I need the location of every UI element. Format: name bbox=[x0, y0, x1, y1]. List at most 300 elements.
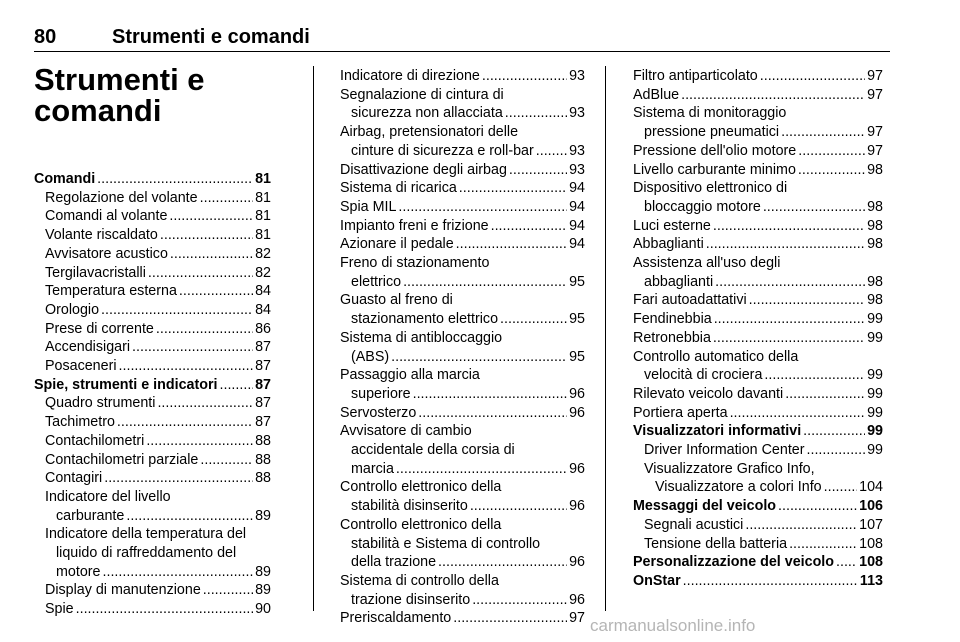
toc-leader-dots bbox=[103, 563, 254, 582]
toc-entry-title: Dispositivo elettronico di bbox=[633, 180, 788, 197]
toc-entry-page: 88 bbox=[255, 432, 271, 449]
toc-entry-page: 96 bbox=[569, 498, 585, 515]
toc-entry-title: superiore bbox=[351, 385, 411, 402]
toc-entry-title: Volante riscaldato bbox=[45, 227, 158, 244]
toc-entry-title: Segnali acustici bbox=[644, 516, 744, 533]
toc-leader-dots bbox=[117, 413, 253, 432]
toc-entry-page: 97 bbox=[867, 142, 883, 159]
toc-entry[interactable] bbox=[340, 404, 585, 423]
chapter-title bbox=[34, 64, 205, 126]
toc-entry[interactable] bbox=[340, 161, 585, 180]
toc-entry-title: Temperatura esterna bbox=[45, 283, 177, 300]
toc-entry bbox=[340, 291, 585, 310]
toc-leader-dots bbox=[807, 441, 866, 460]
toc-entry[interactable] bbox=[34, 376, 271, 395]
toc-entry bbox=[34, 525, 271, 544]
toc-entry[interactable] bbox=[34, 338, 271, 357]
toc-entry[interactable] bbox=[34, 301, 271, 320]
toc-leader-dots bbox=[119, 357, 254, 376]
toc-entry[interactable] bbox=[340, 553, 585, 572]
toc-entry bbox=[340, 254, 585, 273]
toc-entry[interactable] bbox=[633, 366, 883, 385]
toc-entry[interactable] bbox=[633, 572, 883, 591]
toc-leader-dots bbox=[803, 422, 865, 441]
toc-entry[interactable] bbox=[340, 217, 585, 236]
toc-entry[interactable] bbox=[34, 469, 271, 488]
toc-entry-page: 107 bbox=[859, 516, 883, 533]
toc-entry-title: Passaggio alla marcia bbox=[340, 367, 480, 384]
toc-entry bbox=[340, 516, 585, 535]
toc-entry[interactable] bbox=[633, 497, 883, 516]
toc-column-1 bbox=[34, 170, 271, 619]
toc-entry[interactable] bbox=[34, 357, 271, 376]
toc-entry-title: Portiera aperta bbox=[633, 404, 728, 421]
column-divider-2 bbox=[605, 66, 606, 611]
toc-entry-title: della trazione bbox=[351, 554, 437, 571]
toc-entry[interactable] bbox=[633, 123, 883, 142]
toc-entry-title: Assistenza all'uso degli bbox=[633, 255, 781, 272]
toc-entry-page: 99 bbox=[867, 385, 883, 402]
toc-leader-dots bbox=[418, 404, 567, 423]
toc-leader-dots bbox=[459, 179, 567, 198]
toc-entry-title: Preriscaldamento bbox=[340, 610, 452, 627]
toc-entry-title: Disattivazione degli airbag bbox=[340, 161, 507, 178]
toc-entry[interactable] bbox=[633, 67, 883, 86]
toc-leader-dots bbox=[203, 581, 253, 600]
toc-leader-dots bbox=[126, 507, 253, 526]
toc-entry-title: Indicatore della temperatura del bbox=[45, 526, 247, 543]
toc-entry-title: OnStar bbox=[633, 572, 681, 589]
toc-entry-title: marcia bbox=[351, 460, 394, 477]
toc-entry-page: 87 bbox=[255, 358, 271, 375]
toc-entry[interactable] bbox=[633, 516, 883, 535]
toc-entry-page: 88 bbox=[255, 470, 271, 487]
toc-entry bbox=[340, 329, 585, 348]
toc-entry[interactable] bbox=[34, 245, 271, 264]
toc-entry bbox=[340, 366, 585, 385]
toc-column-3 bbox=[633, 67, 883, 591]
toc-entry-title: Comandi bbox=[34, 171, 96, 187]
toc-leader-dots bbox=[500, 310, 567, 329]
toc-entry-title: Airbag, pretensionatori delle bbox=[340, 124, 519, 141]
toc-leader-dots bbox=[472, 591, 567, 610]
toc-leader-dots bbox=[730, 404, 866, 423]
toc-leader-dots bbox=[104, 469, 253, 488]
toc-entry[interactable] bbox=[34, 170, 271, 189]
toc-entry-page: 87 bbox=[255, 395, 271, 412]
toc-leader-dots bbox=[160, 226, 253, 245]
toc-entry-title: Freno di stazionamento bbox=[340, 255, 490, 272]
toc-leader-dots bbox=[714, 310, 865, 329]
toc-leader-dots bbox=[536, 142, 567, 161]
toc-entry-title: Pressione dell'olio motore bbox=[633, 142, 797, 159]
toc-entry[interactable] bbox=[633, 553, 883, 572]
toc-entry[interactable] bbox=[633, 161, 883, 180]
toc-entry[interactable] bbox=[633, 217, 883, 236]
toc-entry bbox=[633, 104, 883, 123]
toc-entry-title: Spia MIL bbox=[340, 198, 397, 215]
toc-entry-page: 104 bbox=[859, 479, 883, 496]
toc-entry-page: 113 bbox=[859, 572, 883, 589]
toc-entry-title: Visualizzatore a colori Info bbox=[655, 479, 822, 496]
toc-entry-page: 87 bbox=[255, 376, 271, 393]
toc-entry-title: sicurezza non allacciata bbox=[351, 105, 503, 122]
toc-entry-page: 98 bbox=[867, 236, 883, 253]
toc-leader-dots bbox=[156, 320, 253, 339]
toc-leader-dots bbox=[413, 385, 567, 404]
toc-entry-title: Livello carburante minimo bbox=[633, 161, 796, 178]
toc-entry[interactable] bbox=[340, 497, 585, 516]
toc-entry-title: AdBlue bbox=[633, 86, 680, 103]
toc-entry-page: 94 bbox=[569, 217, 585, 234]
toc-entry-page: 82 bbox=[255, 245, 271, 262]
toc-entry-page: 106 bbox=[859, 498, 883, 515]
toc-entry-title: Regolazione del volante bbox=[45, 189, 198, 206]
toc-entry-page: 99 bbox=[867, 329, 883, 346]
toc-entry-title: Contachilometri parziale bbox=[45, 451, 199, 468]
toc-leader-dots bbox=[470, 497, 567, 516]
toc-entry-title: Servosterzo bbox=[340, 404, 417, 421]
toc-entry[interactable] bbox=[633, 142, 883, 161]
toc-entry-page: 98 bbox=[867, 198, 883, 215]
toc-leader-dots bbox=[97, 170, 253, 189]
toc-leader-dots bbox=[456, 235, 567, 254]
toc-leader-dots bbox=[157, 394, 253, 413]
toc-entry[interactable] bbox=[340, 348, 585, 367]
toc-entry-title: Spie, strumenti e indicatori bbox=[34, 376, 218, 393]
toc-leader-dots bbox=[785, 385, 865, 404]
toc-leader-dots bbox=[509, 161, 567, 180]
toc-entry-title: Posaceneri bbox=[45, 358, 117, 375]
toc-entry[interactable] bbox=[340, 609, 585, 628]
toc-leader-dots bbox=[745, 516, 857, 535]
toc-entry-title: Segnalazione di cintura di bbox=[340, 86, 504, 103]
toc-entry[interactable] bbox=[340, 310, 585, 329]
toc-entry[interactable] bbox=[340, 198, 585, 217]
toc-entry-page: 84 bbox=[255, 301, 271, 318]
toc-entry-title: abbaglianti bbox=[644, 273, 714, 290]
toc-entry[interactable] bbox=[633, 422, 883, 441]
toc-entry[interactable] bbox=[340, 235, 585, 254]
toc-entry-title: Azionare il pedale bbox=[340, 236, 454, 253]
toc-entry-title: Contagiri bbox=[45, 470, 103, 487]
toc-leader-dots bbox=[824, 478, 858, 497]
toc-entry-title: Contachilometri bbox=[45, 432, 145, 449]
toc-column-2 bbox=[340, 67, 585, 628]
toc-entry-title: Fendinebbia bbox=[633, 311, 712, 328]
toc-leader-dots bbox=[438, 553, 567, 572]
toc-leader-dots bbox=[789, 535, 857, 554]
toc-entry-title: Fari autoadattativi bbox=[633, 292, 747, 309]
toc-entry-page: 81 bbox=[255, 208, 271, 225]
toc-entry-page: 96 bbox=[569, 591, 585, 608]
toc-entry-page: 93 bbox=[569, 68, 585, 84]
toc-entry-title: Filtro antiparticolato bbox=[633, 68, 758, 84]
toc-entry-page: 95 bbox=[569, 273, 585, 290]
toc-leader-dots bbox=[491, 217, 567, 236]
toc-entry-title: Spie bbox=[45, 601, 74, 618]
toc-entry-page: 93 bbox=[569, 142, 585, 159]
toc-leader-dots bbox=[763, 198, 865, 217]
toc-entry-page: 88 bbox=[255, 451, 271, 468]
toc-entry-title: Tensione della batteria bbox=[644, 535, 788, 552]
toc-entry[interactable] bbox=[34, 581, 271, 600]
toc-entry-page: 108 bbox=[859, 535, 883, 552]
toc-entry-title: Luci esterne bbox=[633, 217, 711, 234]
toc-entry[interactable] bbox=[34, 432, 271, 451]
chapter-title-line-1: Strumenti e bbox=[34, 62, 205, 97]
toc-leader-dots bbox=[778, 497, 857, 516]
toc-entry-title: trazione disinserito bbox=[351, 591, 471, 608]
toc-entry bbox=[633, 254, 883, 273]
toc-entry[interactable] bbox=[34, 563, 271, 582]
toc-entry-title: Personalizzazione del veicolo bbox=[633, 554, 835, 571]
toc-entry-title: velocità di crociera bbox=[644, 367, 763, 384]
toc-leader-dots bbox=[681, 86, 865, 105]
toc-entry-title: Indicatore di direzione bbox=[340, 68, 480, 84]
toc-entry[interactable] bbox=[633, 478, 883, 497]
toc-entry-page: 96 bbox=[569, 385, 585, 402]
toc-entry[interactable] bbox=[633, 86, 883, 105]
toc-entry bbox=[34, 544, 271, 563]
toc-entry-title: Quadro strumenti bbox=[45, 395, 156, 412]
toc-entry-title: Abbaglianti bbox=[633, 236, 704, 253]
toc-entry[interactable] bbox=[633, 441, 883, 460]
toc-entry-title: Avvisatore di cambio bbox=[340, 423, 472, 440]
toc-entry-page: 81 bbox=[255, 189, 271, 206]
toc-leader-dots bbox=[706, 235, 865, 254]
toc-leader-dots bbox=[505, 104, 567, 123]
toc-entry[interactable] bbox=[633, 385, 883, 404]
toc-entry-title: Sistema di ricarica bbox=[340, 180, 457, 197]
toc-leader-dots bbox=[798, 142, 865, 161]
toc-entry-page: 97 bbox=[569, 610, 585, 627]
toc-entry-title: Controllo elettronico della bbox=[340, 516, 502, 533]
toc-entry[interactable] bbox=[34, 451, 271, 470]
toc-leader-dots bbox=[169, 207, 253, 226]
toc-entry[interactable] bbox=[633, 310, 883, 329]
toc-entry bbox=[633, 460, 883, 479]
toc-entry-title: (ABS) bbox=[351, 348, 390, 365]
toc-entry[interactable] bbox=[633, 198, 883, 217]
toc-entry-title: cinture di sicurezza e roll-bar bbox=[351, 142, 534, 159]
toc-leader-dots bbox=[403, 273, 567, 292]
toc-entry-page: 96 bbox=[569, 554, 585, 571]
toc-entry-title: Comandi al volante bbox=[45, 208, 168, 225]
toc-entry bbox=[340, 441, 585, 460]
toc-entry-page: 94 bbox=[569, 198, 585, 215]
toc-entry bbox=[633, 348, 883, 367]
toc-entry-page: 99 bbox=[867, 311, 883, 328]
toc-entry-title: Controllo automatico della bbox=[633, 348, 799, 365]
watermark: carmanualsonline.info bbox=[590, 616, 756, 635]
toc-entry-title: Rilevato veicolo davanti bbox=[633, 385, 784, 402]
toc-entry bbox=[34, 488, 271, 507]
toc-leader-dots bbox=[713, 217, 865, 236]
toc-entry-title: Visualizzatore Grafico Info, bbox=[644, 460, 815, 477]
toc-entry-page: 89 bbox=[255, 507, 271, 524]
toc-entry-page: 99 bbox=[867, 442, 883, 459]
toc-leader-dots bbox=[836, 553, 857, 572]
toc-entry[interactable] bbox=[633, 291, 883, 310]
toc-entry bbox=[340, 86, 585, 105]
toc-entry[interactable] bbox=[340, 179, 585, 198]
toc-entry-title: elettrico bbox=[351, 273, 402, 290]
toc-entry[interactable] bbox=[34, 507, 271, 526]
toc-entry-page: 86 bbox=[255, 320, 271, 337]
toc-entry-page: 97 bbox=[867, 124, 883, 141]
toc-leader-dots bbox=[391, 348, 567, 367]
toc-entry bbox=[633, 179, 883, 198]
toc-entry[interactable] bbox=[340, 142, 585, 161]
toc-entry[interactable] bbox=[34, 413, 271, 432]
toc-entry-title: Guasto al freno di bbox=[340, 292, 453, 309]
toc-leader-dots bbox=[764, 366, 865, 385]
toc-entry-title: Sistema di monitoraggio bbox=[633, 105, 787, 122]
toc-entry-page: 84 bbox=[255, 283, 271, 300]
toc-entry-title: stabilità disinserito bbox=[351, 498, 468, 515]
toc-entry[interactable] bbox=[34, 226, 271, 245]
toc-leader-dots bbox=[798, 161, 865, 180]
toc-leader-dots bbox=[146, 432, 253, 451]
toc-entry[interactable] bbox=[34, 394, 271, 413]
toc-entry-title: Messaggi del veicolo bbox=[633, 498, 777, 515]
toc-entry[interactable] bbox=[340, 591, 585, 610]
toc-entry[interactable] bbox=[34, 320, 271, 339]
toc-entry-title: carburante bbox=[56, 507, 125, 524]
toc-entry[interactable] bbox=[34, 600, 271, 619]
toc-entry-page: 94 bbox=[569, 236, 585, 253]
toc-leader-dots bbox=[482, 67, 567, 86]
toc-entry-title: Avvisatore acustico bbox=[45, 245, 168, 262]
toc-entry-title: Controllo elettronico della bbox=[340, 479, 502, 496]
toc-leader-dots bbox=[179, 282, 253, 301]
toc-entry bbox=[340, 535, 585, 554]
toc-entry[interactable] bbox=[633, 404, 883, 423]
toc-leader-dots bbox=[781, 123, 865, 142]
toc-entry-page: 95 bbox=[569, 311, 585, 328]
toc-entry-page: 90 bbox=[255, 601, 271, 618]
toc-entry-title: Indicatore del livello bbox=[45, 488, 171, 505]
toc-entry-title: Sistema di antibloccaggio bbox=[340, 329, 503, 346]
toc-entry[interactable] bbox=[340, 273, 585, 292]
section-title: Strumenti e comandi bbox=[112, 26, 310, 48]
toc-entry-title: pressione pneumatici bbox=[644, 124, 780, 141]
header-rule bbox=[34, 51, 890, 52]
toc-entry[interactable] bbox=[34, 189, 271, 208]
toc-entry bbox=[340, 123, 585, 142]
toc-entry-page: 82 bbox=[255, 264, 271, 281]
toc-entry-page: 87 bbox=[255, 339, 271, 356]
toc-entry-page: 98 bbox=[867, 292, 883, 309]
toc-leader-dots bbox=[715, 273, 865, 292]
page-header bbox=[34, 22, 890, 52]
toc-entry-title: Sistema di controllo della bbox=[340, 572, 499, 589]
toc-leader-dots bbox=[132, 338, 253, 357]
toc-entry-page: 99 bbox=[867, 367, 883, 384]
toc-entry-title: Impianto freni e frizione bbox=[340, 217, 489, 234]
toc-leader-dots bbox=[396, 460, 567, 479]
toc-entry-page: 81 bbox=[255, 227, 271, 244]
toc-entry[interactable] bbox=[340, 460, 585, 479]
toc-entry-page: 93 bbox=[569, 161, 585, 178]
toc-leader-dots bbox=[760, 67, 865, 86]
toc-entry[interactable] bbox=[34, 282, 271, 301]
toc-entry-title: Retronebbia bbox=[633, 329, 711, 346]
toc-entry-page: 98 bbox=[867, 273, 883, 290]
toc-entry-page: 108 bbox=[859, 554, 883, 571]
toc-entry bbox=[340, 478, 585, 497]
toc-entry-title: Visualizzatori informativi bbox=[633, 423, 802, 440]
toc-entry[interactable] bbox=[340, 104, 585, 123]
toc-leader-dots bbox=[749, 291, 865, 310]
toc-entry-page: 96 bbox=[569, 404, 585, 421]
toc-leader-dots bbox=[170, 245, 253, 264]
toc-entry-page: 98 bbox=[867, 217, 883, 234]
toc-entry-title: stabilità e Sistema di controllo bbox=[351, 535, 541, 552]
toc-leader-dots bbox=[713, 329, 865, 348]
toc-entry-page: 89 bbox=[255, 563, 271, 580]
toc-leader-dots bbox=[398, 198, 567, 217]
toc-entry-page: 97 bbox=[867, 86, 883, 103]
column-divider-1 bbox=[313, 66, 314, 611]
toc-entry-title: liquido di raffreddamento del bbox=[56, 545, 237, 562]
toc-entry-title: stazionamento elettrico bbox=[351, 311, 499, 328]
toc-entry[interactable] bbox=[633, 235, 883, 254]
toc-entry[interactable] bbox=[633, 273, 883, 292]
toc-entry-page: 93 bbox=[569, 105, 585, 122]
toc-entry-title: Tachimetro bbox=[45, 414, 115, 431]
toc-entry-page: 89 bbox=[255, 582, 271, 599]
toc-entry[interactable] bbox=[633, 329, 883, 348]
toc-entry-title: bloccaggio motore bbox=[644, 198, 761, 215]
toc-entry-title: Prese di corrente bbox=[45, 320, 154, 337]
toc-entry[interactable] bbox=[34, 264, 271, 283]
toc-leader-dots bbox=[453, 609, 567, 628]
toc-leader-dots bbox=[220, 376, 254, 395]
toc-entry-page: 97 bbox=[867, 68, 883, 84]
toc-entry-title: motore bbox=[56, 563, 101, 580]
toc-leader-dots bbox=[148, 264, 253, 283]
toc-leader-dots bbox=[200, 189, 253, 208]
toc-entry-title: Display di manutenzione bbox=[45, 582, 201, 599]
toc-entry-title: Orologio bbox=[45, 301, 100, 318]
toc-entry-page: 99 bbox=[867, 404, 883, 421]
toc-leader-dots bbox=[683, 572, 858, 591]
toc-leader-dots bbox=[200, 451, 253, 470]
toc-entry-page: 81 bbox=[255, 171, 271, 187]
toc-entry-page: 98 bbox=[867, 161, 883, 178]
toc-entry-page: 99 bbox=[867, 423, 883, 440]
toc-entry-page: 96 bbox=[569, 460, 585, 477]
toc-entry[interactable] bbox=[633, 535, 883, 554]
toc-entry-title: Accendisigari bbox=[45, 339, 131, 356]
toc-entry-title: Tergilavacristalli bbox=[45, 264, 146, 281]
toc-leader-dots bbox=[76, 600, 253, 619]
toc-entry bbox=[340, 572, 585, 591]
toc-entry-page: 87 bbox=[255, 414, 271, 431]
toc-entry[interactable] bbox=[340, 385, 585, 404]
chapter-title-line-2: comandi bbox=[34, 93, 162, 128]
toc-entry-page: 95 bbox=[569, 348, 585, 365]
toc-entry[interactable] bbox=[340, 67, 585, 86]
toc-entry-page: 94 bbox=[569, 180, 585, 197]
toc-entry-title: Driver Information Center bbox=[644, 442, 805, 459]
toc-entry[interactable] bbox=[34, 207, 271, 226]
toc-leader-dots bbox=[101, 301, 253, 320]
page-number: 80 bbox=[34, 26, 57, 48]
toc-entry-title: accidentale della corsia di bbox=[351, 442, 515, 459]
